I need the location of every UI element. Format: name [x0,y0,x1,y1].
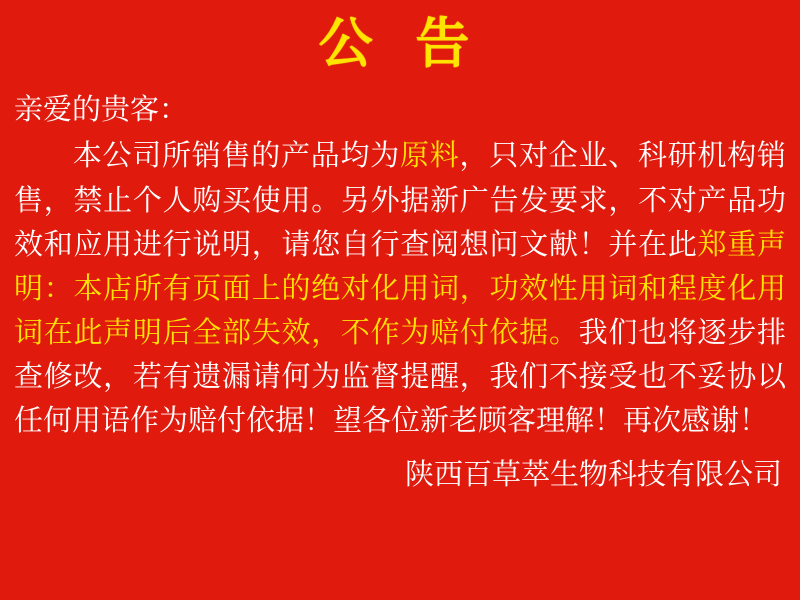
greeting-line: 亲爱的贵客： [14,92,189,127]
company-signature: 陕西百草萃生物科技有限公司 [404,457,782,492]
paragraph-segment-3: ，只对企业、科研机构销售，禁止个人购买使用。另外据新广告发要求，不对产品功效和应用进行说明，请您自行查阅想问文献！并在此 [14,138,786,261]
page-title: 公 告 [318,12,482,75]
paragraph-highlight-raw-material: 原料 [399,138,460,173]
announcement-body [14,87,786,442]
paragraph-highlight-statement: 郑重声明：本店所有页面上的绝对化用词，功效性用词和程度化用词在此声明后全部失效，不作为赔付依据。 [14,226,786,349]
paragraph-segment-5: 我们也将逐步排查修改，若有遗漏请何为监督提醒，我们不接受也不妥协以任何用语作为赔付依据！望各位新老顾客理解！再次感谢！ [14,314,786,437]
paragraph-segment-1: 本公司所销售的产品均为 [72,138,400,173]
